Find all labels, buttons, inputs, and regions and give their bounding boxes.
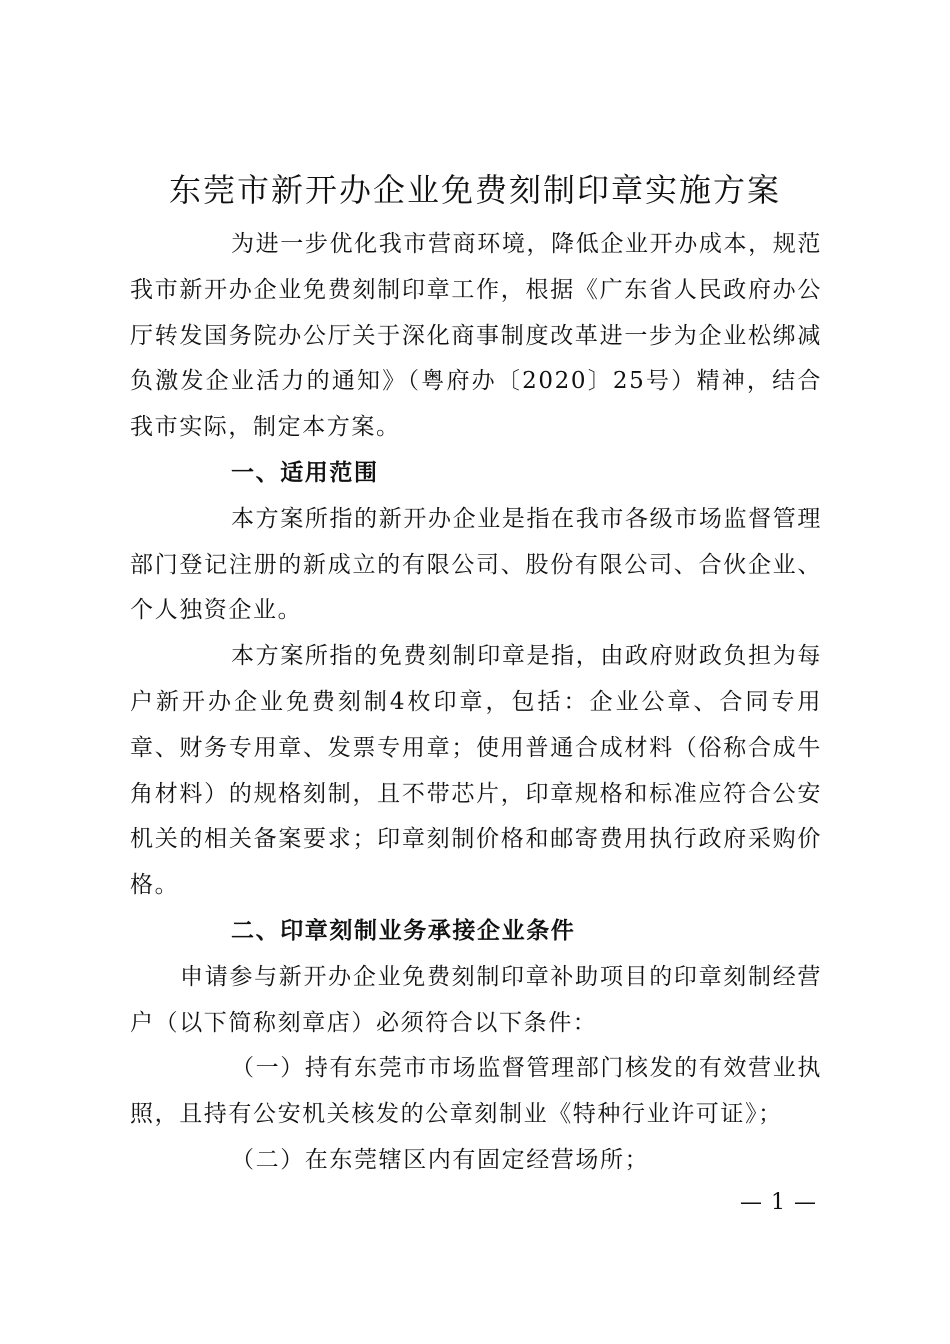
condition-item-1: （一）持有东莞市市场监督管理部门核发的有效营业执照，且持有公安机关核发的公章刻制业《特种行业许可证》； [130,1055,822,1128]
scope-paragraph-2: 本方案所指的免费刻制印章是指，由政府财政负担为每户新开办企业免费刻制4枚印章，包括：企业公章、合同专用章、财务专用章、发票专用章；使用普通合成材料（俗称合成牛角材料）的规格刻制，且不带芯片，印章规格和标准应符合公安机关的相关备案要求；印章刻制价格和邮寄费用执行政府采购价格。 [130,643,822,899]
condition-item-2: （二）在东莞辖区内有固定经营场所； [231,1146,650,1173]
section-heading-conditions: 二、印章刻制业务承接企业条件 [231,917,576,944]
page-number: — 1 — [740,1190,817,1215]
document-body [130,222,822,1184]
scope-paragraph-1: 本方案所指的新开办企业是指在我市各级市场监督管理部门登记注册的新成立的有限公司、股份有限公司、合伙企业、个人独资企业。 [130,505,822,624]
document-title: 东莞市新开办企业免费刻制印章实施方案 [168,171,781,209]
section-heading-scope: 一、适用范围 [231,459,379,486]
intro-paragraph: 为进一步优化我市营商环境，降低企业开办成本，规范我市新开办企业免费刻制印章工作，根据《广东省人民政府办公厅转发国务院办公厅关于深化商事制度改革进一步为企业松绑减负激发企业活力的通知》（粤府办〔2020〕25号）精神，结合我市实际，制定本方案。 [130,231,822,441]
conditions-intro-paragraph: 申请参与新开办企业免费刻制印章补助项目的印章刻制经营户（以下简称刻章店）必须符合以下条件： [130,963,822,1036]
